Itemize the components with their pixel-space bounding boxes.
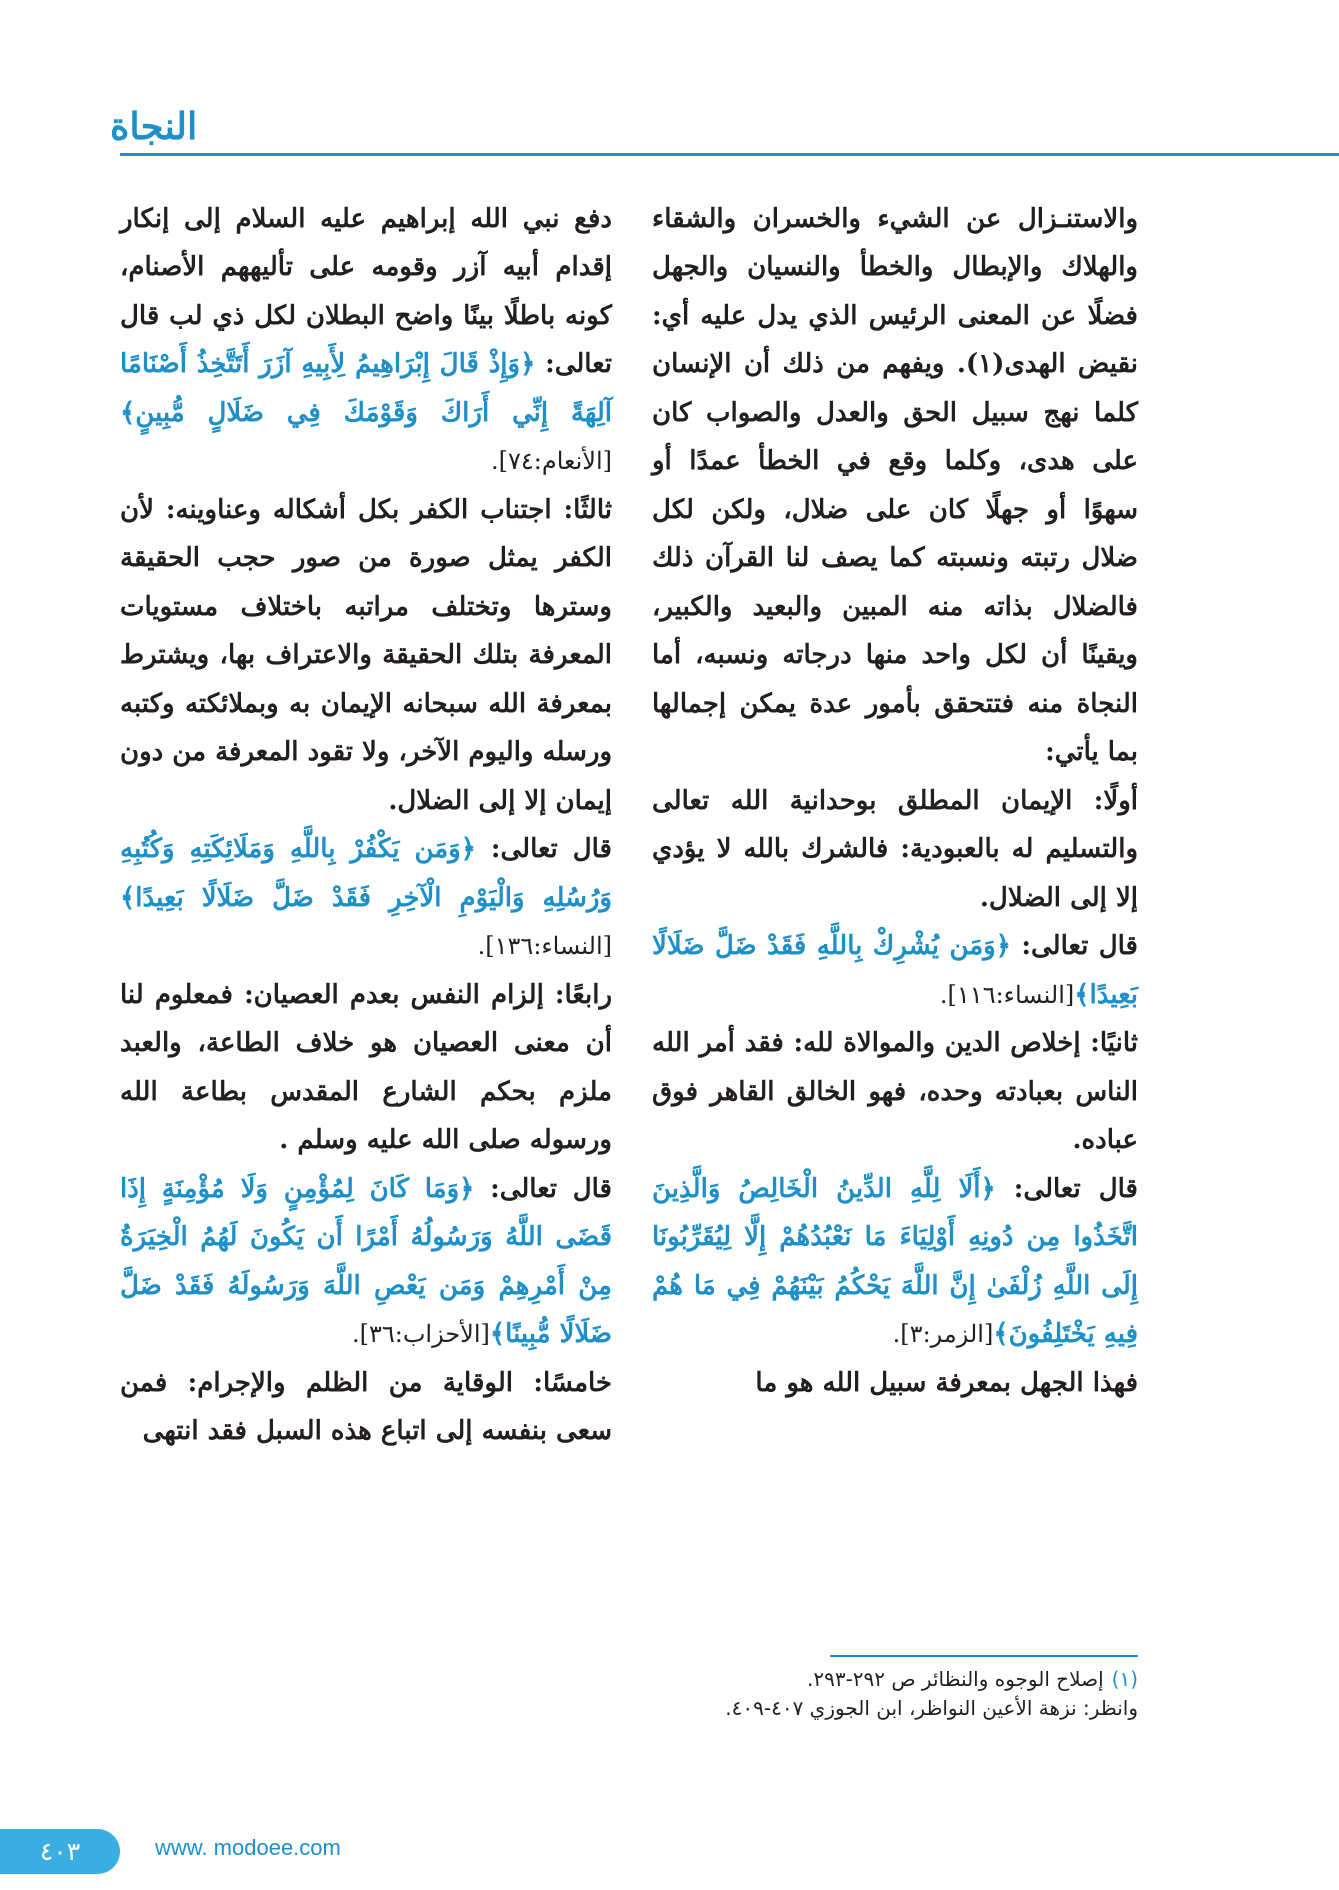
- quran-verse: ﴿أَلَا لِلَّهِ الدِّينُ الْخَالِصُ وَالَّذِينَ اتَّخَذُوا مِن دُونِهِ أَوْلِيَاءَ مَا نَعْبُدُهُمْ إِلَّا لِيُقَرِّبُونَا إِلَى اللَّهِ زُلْفَىٰ إِنَّ اللَّهَ يَحْكُمُ بَيْنَهُمْ فِي مَا هُمْ فِيهِ يَخْتَلِفُونَ﴾: [652, 1173, 1138, 1350]
- footnote-number: (١): [1111, 1667, 1138, 1691]
- footnote-rule: [830, 1655, 1138, 1657]
- quran-verse: ﴿وَمَا كَانَ لِمُؤْمِنٍ وَلَا مُؤْمِنَةٍ إِذَا قَضَى اللَّهُ وَرَسُولُهُ أَمْرًا أَن يَكُونَ لَهُمُ الْخِيَرَةُ مِنْ أَمْرِهِمْ وَمَن يَعْصِ اللَّهَ وَرَسُولَهُ فَقَدْ ضَلَّ ضَلَالًا مُّبِينًا﴾: [120, 1173, 612, 1350]
- quote-intro: قال تعالى:: [1010, 931, 1138, 962]
- quran-verse: ﴿وَإِذْ قَالَ إِبْرَاهِيمُ لِأَبِيهِ آزَرَ أَتَتَّخِذُ أَصْنَامًا آلِهَةً إِنِّي أَرَاكَ وَقَوْمَكَ فِي ضَلَالٍ مُّبِينٍ﴾: [120, 349, 612, 428]
- paragraph: رابعًا: إلزام النفس بعدم العصيان: فمعلوم لنا أن معنى العصيان هو خلاف الطاعة، والعبد ملزم بحكم الشارع المقدس بطاعة الله ورسوله صلى الله عليه وسلم .: [120, 979, 612, 1156]
- page-number: ٤٠٣: [0, 1829, 120, 1874]
- paragraph: خامسًا: الوقاية من الظلم والإجرام: فمن سعى بنفسه إلى اتباع هذه السبل فقد انتهى: [120, 1367, 612, 1447]
- quote-paragraph: [652, 922, 1138, 1019]
- footnote-line: [652, 1665, 1138, 1694]
- footnote-line: وانظر: نزهة الأعين النواظر، ابن الجوزي ٤٠٧-٤٠٩.: [725, 1696, 1138, 1720]
- paragraph: أولًا: الإيمان المطلق بوحدانية الله تعالى والتسليم له بالعبودية: فالشرك بالله لا يؤدي إلا إلى الضلال.: [652, 785, 1138, 913]
- paragraph: ثالثًا: اجتناب الكفر بكل أشكاله وعناوينه: لأن الكفر يمثل صورة من صور حجب الحقيقة وسترها وتختلف مراتبه باختلاف مستويات المعرفة بتلك الحقيقة والاعتراف بها، ويشترط بمعرفة الله سبحانه الإيمان به وبملائكته وكتبه ورسله واليوم الآخر، ولا تقود المعرفة من دون إيمان إلا إلى الضلال.: [120, 494, 612, 816]
- quote-paragraph: [652, 1165, 1138, 1359]
- verse-citation: [الزمر:٣].: [892, 1320, 994, 1349]
- verse-citation: [النساء:١١٦].: [939, 980, 1075, 1009]
- paragraph: فهذا الجهل بمعرفة سبيل الله هو ما: [755, 1367, 1138, 1398]
- footnote-text: إصلاح الوجوه والنظائر ص ٢٩٢-٢٩٣.: [806, 1667, 1104, 1691]
- quote-intro: قال تعالى:: [474, 1173, 612, 1204]
- quran-verse: ﴿وَمَن يُشْرِكْ بِاللَّهِ فَقَدْ ضَلَّ ضَلَالًا بَعِيدًا﴾: [652, 931, 1138, 1010]
- quote-paragraph: [120, 1165, 612, 1359]
- paragraph-text: دفع نبي الله إبراهيم عليه السلام إلى إنكار إقدام أبيه آزر وقومه على تأليههم الأصنام، كونه باطلًا بينًا واضح البطلان لكل ذي لب قال تعالى:: [120, 204, 612, 380]
- quote-intro: قال تعالى:: [995, 1173, 1138, 1204]
- footnote: [652, 1665, 1138, 1723]
- quote-paragraph: [120, 195, 612, 486]
- header-rule: [120, 153, 1339, 156]
- left-column: [120, 195, 612, 1456]
- paragraph: ثانيًا: إخلاص الدين والموالاة لله: فقد أمر الله الناس بعبادته وحده، فهو الخالق القاهر فوق عباده.: [652, 1028, 1138, 1156]
- verse-citation: [النساء:١٣٦].: [477, 932, 612, 961]
- verse-citation: [الأحزاب:٣٦].: [351, 1320, 490, 1349]
- verse-citation: [الأنعام:٧٤].: [490, 447, 612, 476]
- website-link[interactable]: www. modoee.com: [155, 1835, 341, 1860]
- quote-paragraph: [120, 825, 612, 970]
- quote-intro: قال تعالى:: [475, 834, 612, 865]
- right-column: [652, 195, 1138, 1407]
- quran-verse: ﴿وَمَن يَكْفُرْ بِاللَّهِ وَمَلَائِكَتِهِ وَكُتُبِهِ وَرُسُلِهِ وَالْيَوْمِ الْآخِرِ فَقَدْ ضَلَّ ضَلَالًا بَعِيدًا﴾: [120, 834, 612, 913]
- paragraph: والاستنـزال عن الشيء والخسران والشقاء والهلاك والإبطال والخطأ والنسيان والجهل فضلًا عن المعنى الرئيس الذي يدل عليه أي: نقيض الهدى(١). ويفهم من ذلك أن الإنسان كلما نهج سبيل الحق والعدل والصواب كان على هدى، وكلما وقع في الخطأ عمدًا أو سهوًا أو جهلًا كان على ضلال، ولكن لكل ضلال رتبته ونسبته كما يصف لنا القرآن ذلك فالضلال بذاته منه المبين والبعيد والكبير، ويقينًا أن لكل واحد منها درجاته ونسبه، أما النجاة منه فتتحقق بأمور عدة يمكن إجمالها بما يأتي:: [652, 204, 1138, 768]
- page-title: النجاة: [110, 104, 198, 148]
